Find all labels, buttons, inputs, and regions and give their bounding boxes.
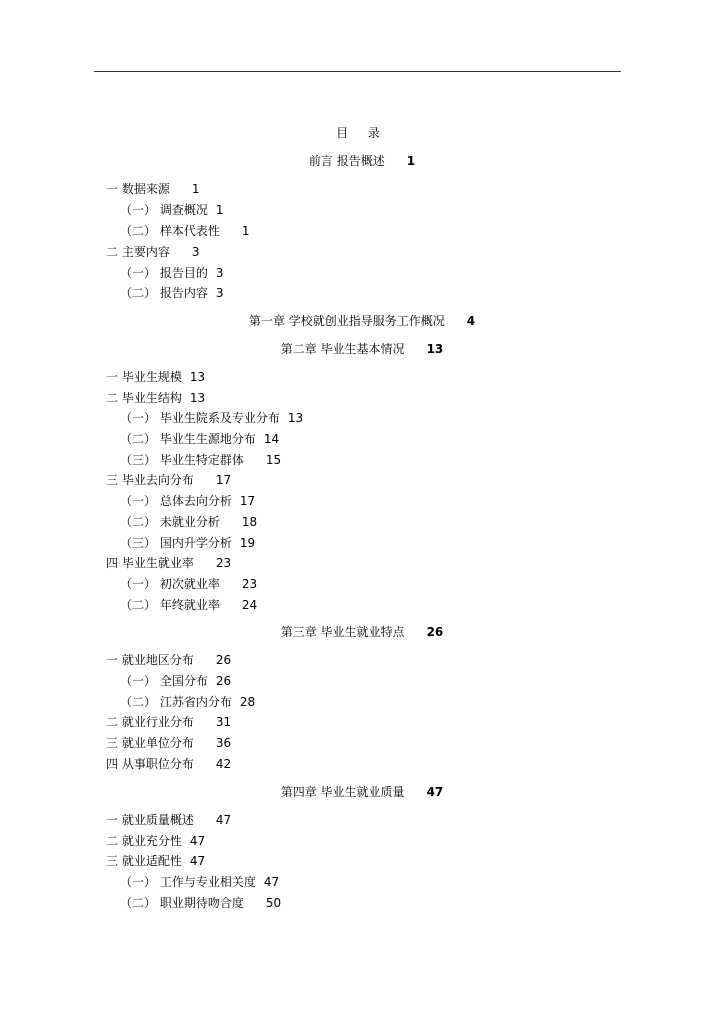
toc-entry[interactable] [106,285,223,301]
toc-entry[interactable] [106,853,205,869]
toc-entry-label: （三） 国内升学分析 [120,536,232,550]
toc-heading[interactable] [0,624,724,640]
toc-entry[interactable] [106,410,303,426]
toc-heading-page: 4 [466,314,476,328]
toc-entry-page: 26 [215,653,232,667]
toc-entry-page: 47 [263,875,280,889]
toc-entry-page: 3 [191,245,200,259]
toc-entry[interactable] [106,493,255,509]
toc-heading-page: 26 [426,625,444,639]
toc-entry-page: 3 [215,266,224,280]
toc-entry-label: （一） 报告目的 [120,266,208,280]
toc-entry[interactable] [106,390,205,406]
toc-entry[interactable] [106,833,205,849]
toc-entry[interactable] [106,431,279,447]
toc-entry-page: 18 [241,515,258,529]
toc-entry[interactable] [106,714,231,730]
toc-entry-page: 47 [189,854,206,868]
toc-entry[interactable] [106,812,231,828]
toc-entry[interactable] [106,673,231,689]
toc-heading[interactable] [0,153,724,169]
toc-entry[interactable] [106,735,231,751]
toc-entry-label: 一 数据来源 [106,182,170,196]
toc-entry-page: 19 [239,536,256,550]
toc-entry-label: 三 就业单位分布 [106,736,194,750]
toc-entry-label: （二） 未就业分析 [120,515,220,529]
toc-entry-label: （一） 初次就业率 [120,577,220,591]
toc-entry-label: 一 毕业生规模 [106,370,182,384]
toc-entry[interactable] [106,652,231,668]
toc-entry-page: 36 [215,736,232,750]
toc-entry[interactable] [106,756,231,772]
toc-entry-page: 13 [189,370,206,384]
toc-entry[interactable] [106,576,257,592]
toc-entry-page: 15 [265,453,282,467]
toc-entry[interactable] [106,369,205,385]
toc-entry[interactable] [106,244,199,260]
toc-entry-page: 13 [189,391,206,405]
toc-entry-page: 23 [241,577,258,591]
toc-entry[interactable] [106,202,223,218]
toc-entry-page: 47 [215,813,232,827]
toc-entry[interactable] [106,181,199,197]
toc-entry-label: （一） 毕业生院系及专业分布 [120,411,280,425]
toc-entry-page: 28 [239,695,256,709]
toc-entry[interactable] [106,895,281,911]
toc-entry-page: 17 [239,494,256,508]
toc-entry-page: 1 [191,182,200,196]
toc-title [0,125,724,141]
toc-entry-label: （一） 工作与专业相关度 [120,875,256,889]
toc-entry-label: （二） 年终就业率 [120,598,220,612]
toc-entry-page: 1 [215,203,224,217]
toc-entry-label: 一 就业地区分布 [106,653,194,667]
toc-entry-page: 13 [287,411,304,425]
header-rule [94,71,621,72]
toc-entry-page: 42 [215,757,232,771]
toc-entry-page: 17 [215,473,232,487]
toc-entry[interactable] [106,452,281,468]
toc-heading-page: 13 [426,342,444,356]
toc-entry-page: 31 [215,715,232,729]
toc-entry[interactable] [106,535,255,551]
toc-entry-page: 1 [241,224,250,238]
toc-entry[interactable] [106,555,231,571]
toc-entry-label: 二 就业充分性 [106,834,182,848]
toc-entry-page: 3 [215,286,224,300]
toc-heading-label: 第二章 毕业生基本情况 [280,342,405,356]
toc-heading-page: 1 [406,154,416,168]
toc-entry[interactable] [106,597,257,613]
toc-entry[interactable] [106,514,257,530]
toc-entry-page: 50 [265,896,282,910]
toc-entry-label: 二 就业行业分布 [106,715,194,729]
toc-heading-page: 47 [426,785,444,799]
toc-entry-label: 二 主要内容 [106,245,170,259]
toc-entry-page: 14 [263,432,280,446]
toc-entry-label: （二） 职业期待吻合度 [120,896,244,910]
toc-entry[interactable] [106,472,231,488]
toc-entry-label: （三） 毕业生特定群体 [120,453,244,467]
toc-entry-label: 四 毕业生就业率 [106,556,194,570]
toc-title-text: 目 录 [336,126,388,140]
toc-entry-label: （二） 毕业生生源地分布 [120,432,256,446]
toc-entry-page: 23 [215,556,232,570]
toc-entry-label: 三 就业适配性 [106,854,182,868]
toc-entry-label: （一） 总体去向分析 [120,494,232,508]
toc-entry[interactable] [106,223,249,239]
toc-entry-label: 一 就业质量概述 [106,813,194,827]
toc-entry-label: 四 从事职位分布 [106,757,194,771]
toc-entry-label: （一） 调查概况 [120,203,208,217]
toc-entry-label: 二 毕业生结构 [106,391,182,405]
toc-entry-page: 26 [215,674,232,688]
toc-entry-label: （一） 全国分布 [120,674,208,688]
toc-heading[interactable] [0,784,724,800]
toc-heading-label: 前言 报告概述 [308,154,385,168]
toc-entry-page: 24 [241,598,258,612]
toc-entry-label: （二） 江苏省内分布 [120,695,232,709]
toc-entry[interactable] [106,694,255,710]
toc-entry-label: （二） 报告内容 [120,286,208,300]
toc-heading-label: 第四章 毕业生就业质量 [280,785,405,799]
toc-entry-label: 三 毕业去向分布 [106,473,194,487]
toc-heading[interactable] [0,341,724,357]
toc-entry[interactable] [106,874,279,890]
toc-entry[interactable] [106,265,223,281]
toc-entry-label: （二） 样本代表性 [120,224,220,238]
toc-heading-label: 第一章 学校就创业指导服务工作概况 [248,314,445,328]
toc-heading-label: 第三章 毕业生就业特点 [280,625,405,639]
toc-entry-page: 47 [189,834,206,848]
toc-heading[interactable] [0,313,724,329]
